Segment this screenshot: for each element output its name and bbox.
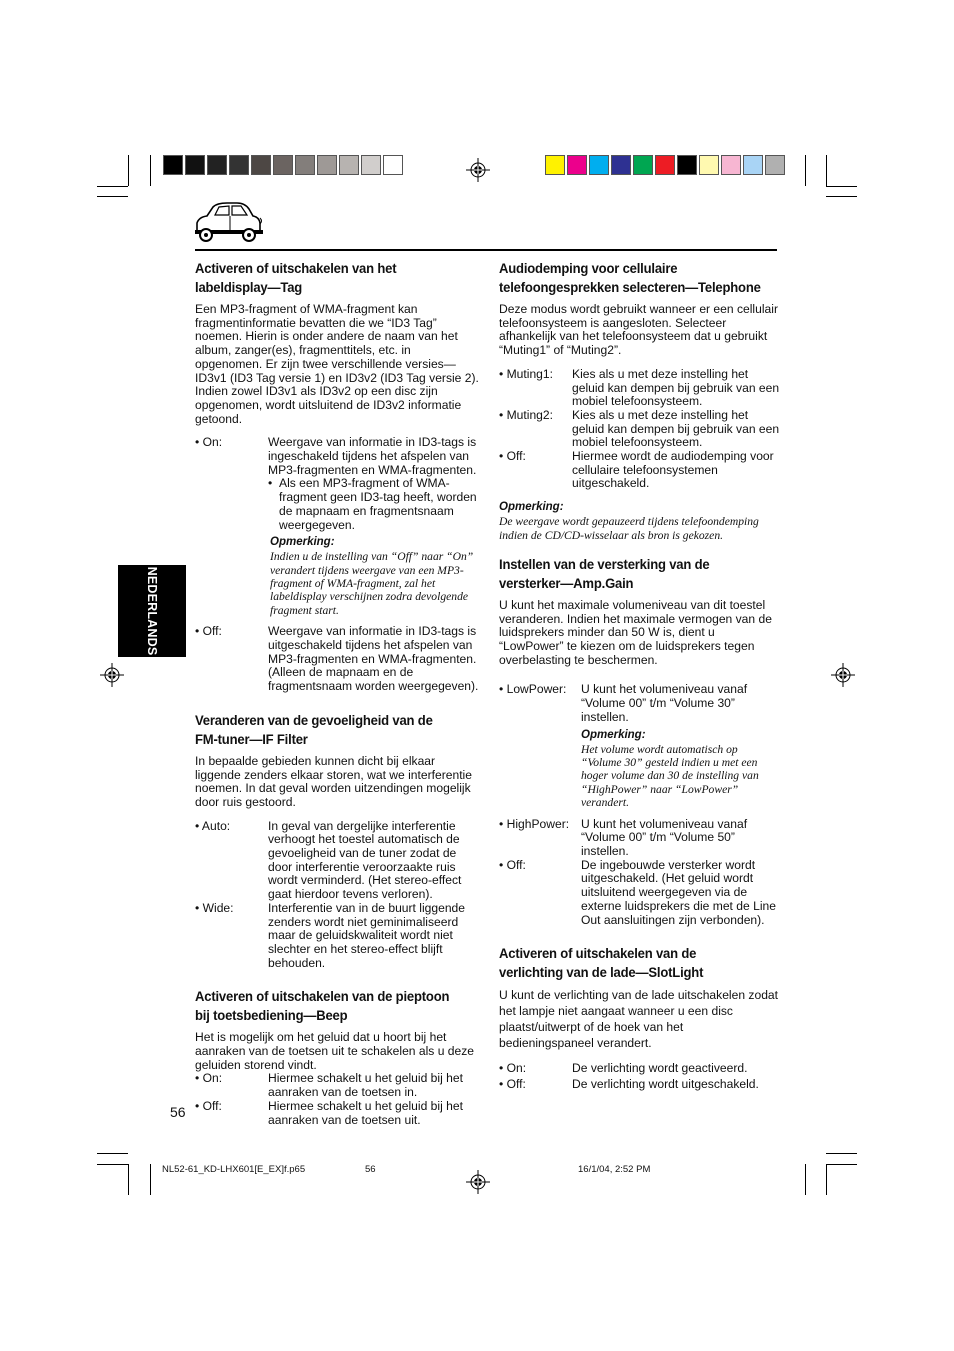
footer-file: NL52-61_KD-LHX601[E_EX]f.p65 [162, 1164, 306, 1175]
option-off: • Off: De ingebouwde versterker wordt uitgeschakeld. (Het geluid wordt uitsluitend weergegeven via de externe luidsprekers die met de Line Out aansluitingen zijn verbonden). [499, 857, 776, 927]
color-swatch [545, 155, 565, 175]
footer-date: 16/1/04, 2:52 PM [578, 1164, 651, 1175]
color-swatch [361, 155, 381, 175]
color-swatch [339, 155, 359, 175]
option-on: • On: Weergave van informatie in ID3-tags is ingeschakeld tijdens het afspelen van MP3-fragmenten en WMA-fragmenten. [195, 435, 477, 477]
color-swatch [207, 155, 227, 175]
option-off: • Off: Hiermee wordt de audiodemping voor cellulaire telefoonsystemen uitgeschakeld. [499, 449, 774, 491]
car-icon [193, 201, 265, 245]
color-swatch [295, 155, 315, 175]
section-title: Activeren of uitschakelen van het labeldisplay—Tag [195, 261, 397, 296]
color-swatch [273, 155, 293, 175]
note-text: Het volume wordt automatisch op “Volume 30” gesteld indien u met een hoger volume dan 30 de instelling van “HighPower” naar “LowPower” verandert. [581, 742, 759, 810]
color-swatch [317, 155, 337, 175]
language-label: NEDERLANDS [145, 566, 159, 656]
option-muting1: • Muting1: Kies als u met deze instelling het geluid kan dempen bij gebruik van een mobiel telefoonsysteem. [499, 366, 780, 409]
note-heading: Opmerking: [581, 728, 646, 741]
color-swatch [633, 155, 653, 175]
color-swatch [611, 155, 631, 175]
option-off: • Off: De verlichting wordt uitgeschakeld. [499, 1077, 759, 1092]
paragraph: Het is mogelijk om het geluid dat u hoort bij het aanraken van de toetsen uit te schakelen als u deze geluiden storend vindt. [195, 1030, 475, 1072]
color-calibration-bar [545, 155, 787, 175]
color-swatch [589, 155, 609, 175]
note [499, 501, 781, 542]
option-lowpower: • LowPower: U kunt het volumeniveau vanaf “Volume 00” t/m “Volume 30” instellen. [499, 682, 748, 724]
paragraph: Deze modus wordt gebruikt wanneer er een cellulair telefoonsysteem is aangesloten. Selecteer afhankelijk van het telefoonsysteem dat u gebruikt “Muting1” of “Muting2”. [499, 302, 778, 358]
color-swatch [743, 155, 763, 175]
option-highpower: • HighPower: U kunt het volumeniveau vanaf “Volume 00” t/m “Volume 50” instellen. [499, 816, 748, 859]
section-if-filter [195, 712, 480, 971]
section-title: Activeren of uitschakelen van de pieptoon bij toetsbediening—Beep [195, 989, 450, 1025]
option-on: • On: Hiermee schakelt u het geluid bij het aanraken van de toetsen in. [195, 1071, 463, 1100]
left-column [195, 260, 480, 1127]
paragraph: In bepaalde gebieden kunnen dicht bij elkaar liggende zenders elkaar storen, wat we interferentie noemen. In dat geval worden uitzendingen mogelijk door ruis gestoord. [195, 753, 472, 809]
paragraph: U kunt de verlichting van de lade uitschakelen zodat het lampje niet aangaat wanneer u een disc plaatst/uitwerpt of de hoek van het bedieningspaneel verandert. [499, 988, 779, 1050]
section-amp-gain [499, 556, 781, 927]
paragraph: Een MP3-fragment of WMA-fragment kan fragmentinformatie bevatten die we “ID3 Tag” noemen. Hierin is onder andere de naam van het album, zanger(es), fragmenttitels, etc. in opgenomen. Er zijn twee verschillende versies—ID3v1 (ID3 Tag versie 1) en ID3v2 (ID3 Tag versie 2). Indien zowel ID3v1 als ID3v2 op een disc zijn opgenomen, wordt uitsluitend de ID3v2 informatie getoond. [195, 302, 479, 426]
section-tag [195, 260, 480, 694]
note-text: Indien u de instelling van “Off” naar “On” verandert tijdens weergave van een MP3-fragment of WMA-fragment, zal het labeldisplay verschijnen zodra devolgende fragment start. [270, 550, 474, 617]
section-title: Audiodemping voor cellulaire telefoongesprekken selecteren—Telephone [499, 261, 761, 296]
color-swatch [655, 155, 675, 175]
option-off: • Off: Hiermee schakelt u het geluid bij het aanraken van de toetsen uit. [195, 1098, 463, 1127]
note-heading: Opmerking: [499, 501, 564, 514]
section-title: Activeren of uitschakelen van de verlichting van de lade—SlotLight [499, 946, 704, 982]
color-swatch [163, 155, 183, 175]
color-swatch [567, 155, 587, 175]
registration-target-icon [831, 663, 855, 687]
note-heading: Opmerking: [270, 536, 335, 549]
color-swatch [677, 155, 697, 175]
language-side-tab [118, 565, 186, 657]
note-text: De weergave wordt gepauzeerd tijdens telefoondemping indien de CD/CD-wisselaar als bron is gekozen. [499, 515, 759, 542]
page-number: 56 [170, 1104, 186, 1120]
section-slotlight [499, 945, 781, 1093]
color-swatch [383, 155, 403, 175]
color-swatch [699, 155, 719, 175]
header-rule [195, 249, 777, 251]
footer-page: 56 [365, 1164, 376, 1175]
section-beep [195, 988, 480, 1127]
note [195, 536, 480, 617]
option-muting2: • Muting2: Kies als u met deze instelling het geluid kan dempen bij gebruik van een mobiel telefoonsysteem. [499, 407, 780, 450]
option-wide: • Wide: Interferentie van in de buurt liggende zenders wordt niet geminimaliseerd maar de geluidskwaliteit wordt niet slechter en het stereo-effect blijft behouden. [195, 900, 465, 970]
sub-bullet: • Als een MP3-fragment of WMA-fragment geen ID3-tag heeft, worden de mapnaam en fragmentsnaam weergegeven. [268, 476, 477, 532]
registration-target-icon [466, 1170, 490, 1194]
grayscale-color-bar [163, 155, 405, 175]
color-swatch [185, 155, 205, 175]
color-swatch [721, 155, 741, 175]
section-title: Veranderen van de gevoeligheid van de FM-tuner—IF Filter [195, 712, 433, 748]
option-auto: • Auto: In geval van dergelijke interferentie verhoogt het toestel automatisch de gevoeligheid van de tuner zodat de door interferentie veroorzaakte ruis wordt verminderd. (Het stereo-effect gaat hierdoor tevens verloren). [195, 818, 462, 902]
registration-target-icon [466, 158, 490, 182]
color-swatch [251, 155, 271, 175]
color-swatch [765, 155, 785, 175]
option-on: • On: De verlichting wordt geactiveerd. [499, 1061, 748, 1076]
note [499, 729, 781, 810]
right-column [499, 260, 781, 1093]
registration-target-icon [100, 663, 124, 687]
paragraph: U kunt het maximale volumeniveau van dit toestel veranderen. Indien het maximale vermogen van de luidsprekers minder dan 50 W is, dient u “LowPower” te kiezen om de luidsprekers tegen overbelasting te beschermen. [499, 597, 772, 667]
section-title: Instellen van de versterking van de versterker—Amp.Gain [499, 556, 710, 592]
color-swatch [229, 155, 249, 175]
option-off: • Off: Weergave van informatie in ID3-tags is uitgeschakeld tijdens het afspelen van MP3-fragmenten en WMA-fragmenten. (Alleen de mapnaam en de fragmentsnaam worden weergegeven). [195, 624, 479, 694]
section-telephone [499, 260, 781, 542]
